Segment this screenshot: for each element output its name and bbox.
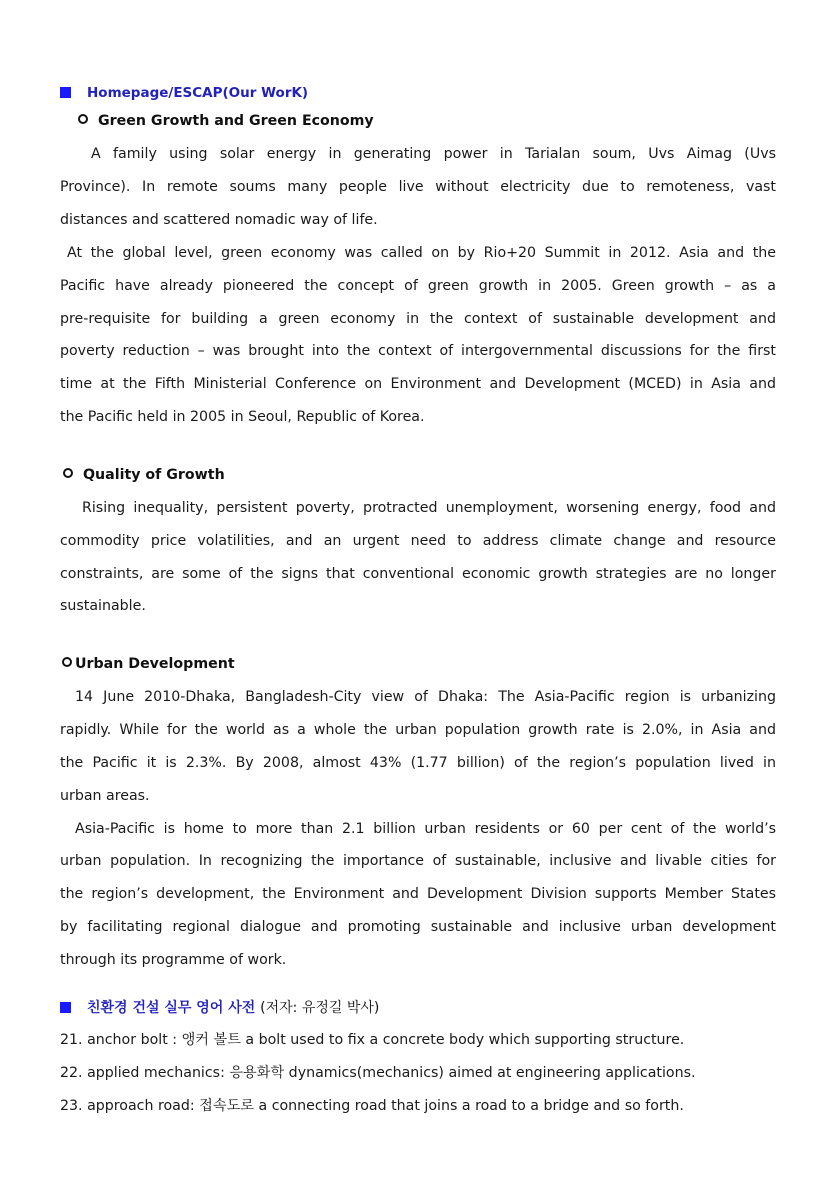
dictionary-entry: 23. approach road: 접속도로 a connecting road that joins a road to a bridge and so forth. bbox=[60, 1098, 684, 1114]
paragraph-line: 14 June 2010-Dhaka, Bangladesh-City view of Dhaka: The Asia-Pacific region is urbanizing bbox=[75, 689, 776, 705]
subheading-urban-development: Urban Development bbox=[62, 654, 235, 674]
circle-bullet-icon bbox=[78, 114, 88, 124]
paragraph-line: rapidly. While for the world as a whole the urban population growth rate is 2.0%, in Asia and bbox=[60, 722, 776, 738]
paragraph-line: Province). In remote soums many people live without electricity due to remoteness, vast bbox=[60, 179, 776, 195]
paragraph-line: the region’s development, the Environment and Development Division supports Member States bbox=[60, 886, 776, 902]
paragraph-line: pre-requisite for building a green economy in the context of sustainable development and bbox=[60, 311, 776, 327]
circle-bullet-icon bbox=[63, 468, 73, 478]
dictionary-entry: 22. applied mechanics: 응용화학 dynamics(mechanics) aimed at engineering applications. bbox=[60, 1065, 696, 1081]
paragraph-line: Pacific have already pioneered the concept of green growth in 2005. Green growth – as a bbox=[60, 278, 776, 294]
paragraph-line: sustainable. bbox=[60, 598, 146, 614]
blue-square-bullet-icon bbox=[60, 1002, 71, 1013]
paragraph-line: the Pacific held in 2005 in Seoul, Republic of Korea. bbox=[60, 409, 425, 425]
paragraph-line: commodity price volatilities, and an urgent need to address climate change and resource bbox=[60, 533, 776, 549]
subheading-quality-of-growth: Quality of Growth bbox=[63, 465, 225, 485]
paragraph-line: through its programme of work. bbox=[60, 952, 287, 968]
paragraph-line: distances and scattered nomadic way of life. bbox=[60, 212, 378, 228]
dictionary-entry: 21. anchor bolt : 앵커 볼트 a bolt used to fix a concrete body which supporting structure. bbox=[60, 1032, 685, 1048]
section-heading-escap: Homepage/ESCAP(Our WorK) bbox=[60, 83, 308, 103]
blue-square-bullet-icon bbox=[60, 87, 71, 98]
paragraph-line: A family using solar energy in generating power in Tarialan soum, Uvs Aimag (Uvs bbox=[91, 146, 776, 162]
subheading-green-growth: Green Growth and Green Economy bbox=[78, 111, 374, 131]
paragraph-line: the Pacific it is 2.3%. By 2008, almost 43% (1.77 billion) of the region’s population lived in bbox=[60, 755, 776, 771]
paragraph-line: Asia-Pacific is home to more than 2.1 billion urban residents or 60 per cent of the world’s bbox=[75, 821, 776, 837]
paragraph-line: urban areas. bbox=[60, 788, 150, 804]
circle-bullet-icon bbox=[62, 657, 72, 667]
paragraph-line: urban population. In recognizing the importance of sustainable, inclusive and livable cities for bbox=[60, 853, 776, 869]
paragraph-line: At the global level, green economy was called on by Rio+20 Summit in 2012. Asia and the bbox=[67, 245, 776, 261]
paragraph-line: by facilitating regional dialogue and promoting sustainable and inclusive urban development bbox=[60, 919, 776, 935]
paragraph-line: Rising inequality, persistent poverty, protracted unemployment, worsening energy, food and bbox=[82, 500, 776, 516]
paragraph-line: constraints, are some of the signs that conventional economic growth strategies are no longer bbox=[60, 566, 776, 582]
paragraph-line: time at the Fifth Ministerial Conference on Environment and Development (MCED) in Asia and bbox=[60, 376, 776, 392]
paragraph-line: poverty reduction – was brought into the context of intergovernmental discussions for the first bbox=[60, 343, 776, 359]
section-heading-dictionary: 친환경 건설 실무 영어 사전 (저자: 유정길 박사) bbox=[60, 998, 379, 1018]
